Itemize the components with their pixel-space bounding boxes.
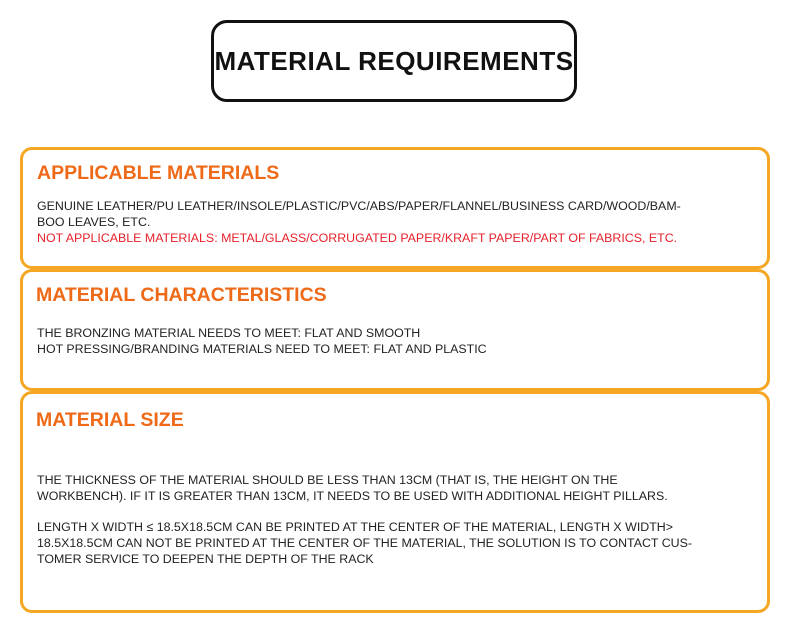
section-material-characteristics: [20, 269, 770, 391]
body-text-line: THE BRONZING MATERIAL NEEDS TO MEET: FLAT AND SMOOTH: [37, 326, 421, 340]
section-material-size: [20, 391, 770, 613]
not-applicable-text: NOT APPLICABLE MATERIALS: METAL/GLASS/CORRUGATED PAPER/KRAFT PAPER/PART OF FABRICS, ETC.: [37, 231, 678, 245]
body-text-line: GENUINE LEATHER/PU LEATHER/INSOLE/PLASTIC/PVC/ABS/PAPER/FLANNEL/BUSINESS CARD/WOOD/BAM-: [37, 199, 681, 213]
body-text-line: HOT PRESSING/BRANDING MATERIALS NEED TO MEET: FLAT AND PLASTIC: [37, 342, 487, 356]
page-title: MATERIAL REQUIREMENTS: [214, 45, 574, 76]
body-text-line: BOO LEAVES, ETC.: [37, 215, 151, 229]
body-text-line: 18.5X18.5CM CAN NOT BE PRINTED AT THE CENTER OF THE MATERIAL, THE SOLUTION IS TO CONTACT CUS-: [37, 536, 692, 550]
body-text-line: LENGTH X WIDTH ≤ 18.5X18.5CM CAN BE PRINTED AT THE CENTER OF THE MATERIAL, LENGTH X WIDTH>: [37, 520, 673, 534]
section-heading: MATERIAL CHARACTERISTICS: [36, 284, 327, 306]
body-text-line: THE THICKNESS OF THE MATERIAL SHOULD BE LESS THAN 13CM (THAT IS, THE HEIGHT ON THE: [37, 473, 618, 487]
title-box: [211, 20, 577, 102]
section-applicable-materials: [20, 147, 770, 269]
body-text-line: WORKBENCH). IF IT IS GREATER THAN 13CM, IT NEEDS TO BE USED WITH ADDITIONAL HEIGHT PILLARS.: [37, 489, 668, 503]
body-text-line: TOMER SERVICE TO DEEPEN THE DEPTH OF THE RACK: [37, 552, 374, 566]
section-heading: APPLICABLE MATERIALS: [37, 162, 280, 184]
section-heading: MATERIAL SIZE: [36, 409, 184, 431]
